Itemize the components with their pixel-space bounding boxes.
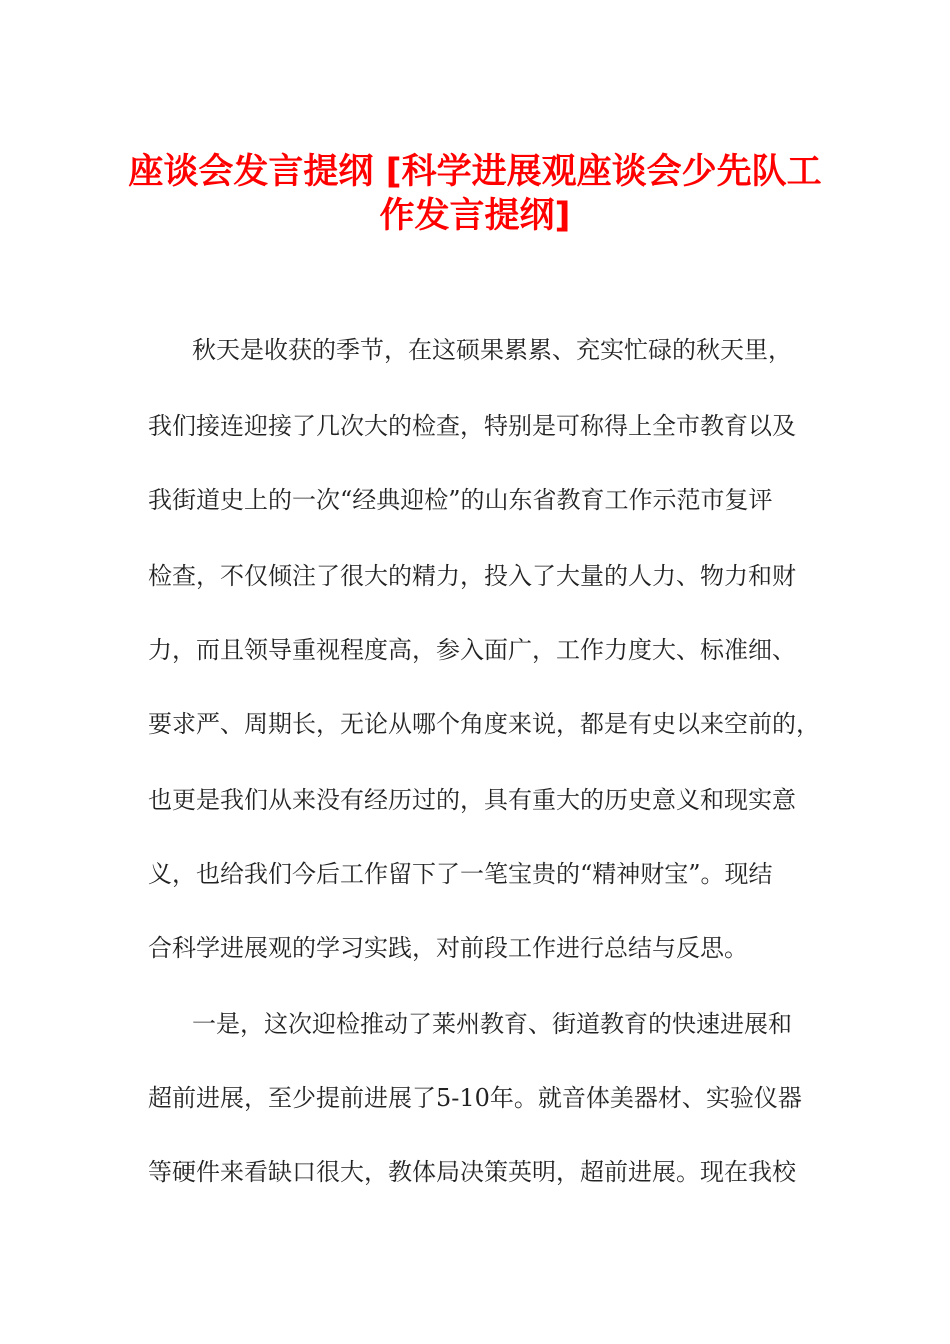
paragraph-1-line-6: 要求严、周期长，无论从哪个角度来说，都是有史以来空前的， (148, 710, 820, 738)
paragraph-1-line-9: 合科学进展观的学习实践，对前段工作进行总结与反思。 (148, 934, 748, 962)
paragraph-2-line-1: 一是，这次迎检推动了莱州教育、街道教育的快速进展和 (192, 1010, 792, 1038)
paragraph-1-line-8: 义，也给我们今后工作留下了一笔宝贵的“精神财宝”。现结 (148, 860, 773, 888)
paragraph-1-line-7: 也更是我们从来没有经历过的，具有重大的历史意义和现实意 (148, 786, 796, 814)
document-title-line-2: 作发言提纲] (379, 196, 571, 236)
paragraph-1-line-5: 力，而且领导重视程度高，参入面广，工作力度大、标准细、 (148, 636, 796, 664)
paragraph-2-line-2: 超前进展，至少提前进展了5-10年。就音体美器材、实验仪器 (148, 1084, 802, 1112)
paragraph-2-line-3: 等硬件来看缺口很大，教体局决策英明，超前进展。现在我校 (148, 1158, 796, 1186)
paragraph-1-line-3: 我街道史上的一次“经典迎检”的山东省教育工作示范市复评 (148, 486, 773, 514)
document-title-line-1: 座谈会发言提纲 [科学进展观座谈会少先队工 (128, 152, 822, 192)
paragraph-1-line-2: 我们接连迎接了几次大的检查，特别是可称得上全市教育以及 (148, 412, 796, 440)
paragraph-1-line-4: 检查，不仅倾注了很大的精力，投入了大量的人力、物力和财 (148, 562, 796, 590)
paragraph-1-line-1: 秋天是收获的季节，在这硕果累累、充实忙碌的秋天里， (192, 336, 792, 364)
